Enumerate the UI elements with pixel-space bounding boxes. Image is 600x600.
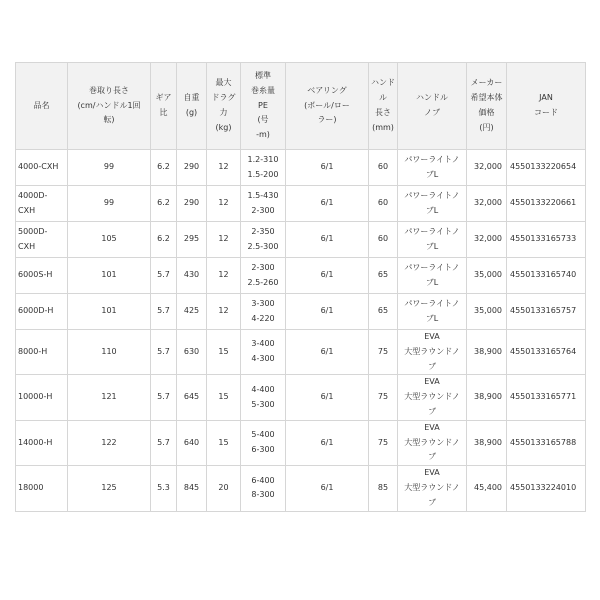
handle-length-cell: 75 bbox=[369, 420, 398, 465]
retrieve-length-cell: 99 bbox=[68, 150, 151, 186]
gear-ratio-cell: 6.2 bbox=[151, 186, 177, 222]
price-cell: 32,000 bbox=[467, 150, 507, 186]
line-capacity-cell: 6-400 8-300 bbox=[241, 466, 286, 511]
line-capacity-cell: 4-400 5-300 bbox=[241, 375, 286, 420]
handle-length-cell: 60 bbox=[369, 186, 398, 222]
gear-ratio-cell: 5.7 bbox=[151, 258, 177, 294]
header-handle-length: ハンド ル 長さ (mm) bbox=[369, 63, 398, 150]
retrieve-length-cell: 105 bbox=[68, 222, 151, 258]
price-cell: 38,900 bbox=[467, 420, 507, 465]
model-cell: 10000-H bbox=[16, 375, 68, 420]
retrieve-length-cell: 125 bbox=[68, 466, 151, 511]
bearings-cell: 6/1 bbox=[286, 420, 369, 465]
model-cell: 8000-H bbox=[16, 330, 68, 375]
jan-code-cell: 4550133165764 bbox=[507, 330, 586, 375]
weight-cell: 425 bbox=[177, 294, 207, 330]
table-header bbox=[16, 63, 586, 150]
price-cell: 35,000 bbox=[467, 294, 507, 330]
max-drag-cell: 20 bbox=[207, 466, 241, 511]
price-cell: 32,000 bbox=[467, 222, 507, 258]
max-drag-cell: 12 bbox=[207, 186, 241, 222]
retrieve-length-cell: 101 bbox=[68, 294, 151, 330]
gear-ratio-cell: 5.7 bbox=[151, 294, 177, 330]
line-capacity-cell: 5-400 6-300 bbox=[241, 420, 286, 465]
jan-code-cell: 4550133220661 bbox=[507, 186, 586, 222]
header-retrieve-length: 巻取り長さ (cm/ハンドル1回 転) bbox=[68, 63, 151, 150]
handle-knob-cell: EVA 大型ラウンドノ ブ bbox=[398, 420, 467, 465]
table-row bbox=[16, 150, 586, 186]
model-cell: 6000S-H bbox=[16, 258, 68, 294]
table-row bbox=[16, 186, 586, 222]
line-capacity-cell: 1.5-430 2-300 bbox=[241, 186, 286, 222]
bearings-cell: 6/1 bbox=[286, 222, 369, 258]
header-weight: 自重 (g) bbox=[177, 63, 207, 150]
table-row bbox=[16, 330, 586, 375]
jan-code-cell: 4550133224010 bbox=[507, 466, 586, 511]
handle-knob-cell: EVA 大型ラウンドノ ブ bbox=[398, 466, 467, 511]
handle-length-cell: 65 bbox=[369, 294, 398, 330]
price-cell: 45,400 bbox=[467, 466, 507, 511]
line-capacity-cell: 3-400 4-300 bbox=[241, 330, 286, 375]
header-line-capacity: 標準 巻糸量 PE (号 -m) bbox=[241, 63, 286, 150]
max-drag-cell: 15 bbox=[207, 375, 241, 420]
handle-length-cell: 65 bbox=[369, 258, 398, 294]
gear-ratio-cell: 6.2 bbox=[151, 222, 177, 258]
table-row bbox=[16, 294, 586, 330]
model-cell: 6000D-H bbox=[16, 294, 68, 330]
price-cell: 32,000 bbox=[467, 186, 507, 222]
gear-ratio-cell: 6.2 bbox=[151, 150, 177, 186]
retrieve-length-cell: 99 bbox=[68, 186, 151, 222]
weight-cell: 645 bbox=[177, 375, 207, 420]
price-cell: 35,000 bbox=[467, 258, 507, 294]
bearings-cell: 6/1 bbox=[286, 330, 369, 375]
max-drag-cell: 15 bbox=[207, 330, 241, 375]
header-handle-knob: ハンドル ノブ bbox=[398, 63, 467, 150]
max-drag-cell: 12 bbox=[207, 294, 241, 330]
max-drag-cell: 15 bbox=[207, 420, 241, 465]
jan-code-cell: 4550133220654 bbox=[507, 150, 586, 186]
handle-knob-cell: パワーライトノ ブL bbox=[398, 150, 467, 186]
max-drag-cell: 12 bbox=[207, 222, 241, 258]
table-row bbox=[16, 466, 586, 511]
spec-table bbox=[15, 62, 586, 512]
price-cell: 38,900 bbox=[467, 330, 507, 375]
handle-knob-cell: EVA 大型ラウンドノ ブ bbox=[398, 375, 467, 420]
line-capacity-cell: 2-350 2.5-300 bbox=[241, 222, 286, 258]
handle-length-cell: 75 bbox=[369, 375, 398, 420]
table-row bbox=[16, 420, 586, 465]
bearings-cell: 6/1 bbox=[286, 466, 369, 511]
retrieve-length-cell: 110 bbox=[68, 330, 151, 375]
gear-ratio-cell: 5.3 bbox=[151, 466, 177, 511]
gear-ratio-cell: 5.7 bbox=[151, 420, 177, 465]
retrieve-length-cell: 122 bbox=[68, 420, 151, 465]
jan-code-cell: 4550133165757 bbox=[507, 294, 586, 330]
bearings-cell: 6/1 bbox=[286, 294, 369, 330]
weight-cell: 290 bbox=[177, 150, 207, 186]
weight-cell: 640 bbox=[177, 420, 207, 465]
weight-cell: 295 bbox=[177, 222, 207, 258]
price-cell: 38,900 bbox=[467, 375, 507, 420]
weight-cell: 630 bbox=[177, 330, 207, 375]
handle-length-cell: 85 bbox=[369, 466, 398, 511]
handle-length-cell: 60 bbox=[369, 222, 398, 258]
table-row bbox=[16, 375, 586, 420]
model-cell: 14000-H bbox=[16, 420, 68, 465]
header-gear-ratio: ギア 比 bbox=[151, 63, 177, 150]
retrieve-length-cell: 121 bbox=[68, 375, 151, 420]
gear-ratio-cell: 5.7 bbox=[151, 375, 177, 420]
jan-code-cell: 4550133165740 bbox=[507, 258, 586, 294]
max-drag-cell: 12 bbox=[207, 258, 241, 294]
model-cell: 5000D- CXH bbox=[16, 222, 68, 258]
weight-cell: 845 bbox=[177, 466, 207, 511]
table-body bbox=[16, 150, 586, 512]
retrieve-length-cell: 101 bbox=[68, 258, 151, 294]
line-capacity-cell: 3-300 4-220 bbox=[241, 294, 286, 330]
max-drag-cell: 12 bbox=[207, 150, 241, 186]
handle-knob-cell: パワーライトノ ブL bbox=[398, 294, 467, 330]
handle-knob-cell: EVA 大型ラウンドノ ブ bbox=[398, 330, 467, 375]
header-model: 品名 bbox=[16, 63, 68, 150]
model-cell: 4000-CXH bbox=[16, 150, 68, 186]
jan-code-cell: 4550133165771 bbox=[507, 375, 586, 420]
handle-length-cell: 60 bbox=[369, 150, 398, 186]
header-bearings: ベアリング (ボール/ロー ラー) bbox=[286, 63, 369, 150]
handle-length-cell: 75 bbox=[369, 330, 398, 375]
handle-knob-cell: パワーライトノ ブL bbox=[398, 186, 467, 222]
jan-code-cell: 4550133165788 bbox=[507, 420, 586, 465]
model-cell: 4000D- CXH bbox=[16, 186, 68, 222]
gear-ratio-cell: 5.7 bbox=[151, 330, 177, 375]
header-row bbox=[16, 63, 586, 150]
handle-knob-cell: パワーライトノ ブL bbox=[398, 222, 467, 258]
model-cell: 18000 bbox=[16, 466, 68, 511]
table-row bbox=[16, 222, 586, 258]
table-row bbox=[16, 258, 586, 294]
line-capacity-cell: 1.2-310 1.5-200 bbox=[241, 150, 286, 186]
bearings-cell: 6/1 bbox=[286, 375, 369, 420]
line-capacity-cell: 2-300 2.5-260 bbox=[241, 258, 286, 294]
weight-cell: 290 bbox=[177, 186, 207, 222]
bearings-cell: 6/1 bbox=[286, 150, 369, 186]
header-price: メーカー 希望本体 価格 (円) bbox=[467, 63, 507, 150]
header-max-drag: 最大 ドラグ 力 (kg) bbox=[207, 63, 241, 150]
weight-cell: 430 bbox=[177, 258, 207, 294]
handle-knob-cell: パワーライトノ ブL bbox=[398, 258, 467, 294]
jan-code-cell: 4550133165733 bbox=[507, 222, 586, 258]
bearings-cell: 6/1 bbox=[286, 258, 369, 294]
bearings-cell: 6/1 bbox=[286, 186, 369, 222]
header-jan-code: JAN コード bbox=[507, 63, 586, 150]
